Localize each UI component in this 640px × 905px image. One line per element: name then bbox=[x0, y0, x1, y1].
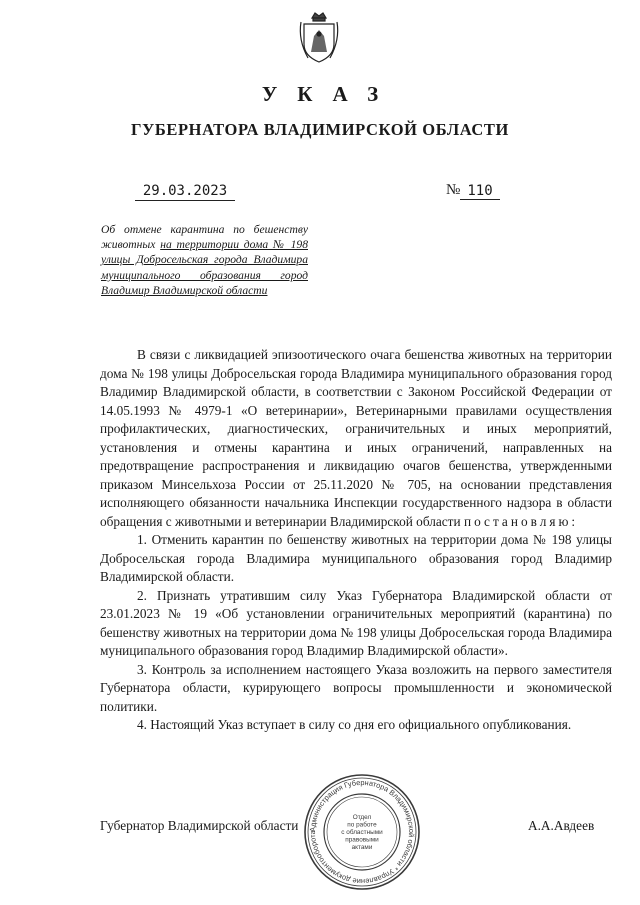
coat-of-arms-emblem bbox=[296, 10, 342, 66]
decree-date: 29.03.2023 bbox=[135, 183, 235, 201]
number-sign: № bbox=[446, 182, 461, 198]
document-subtitle: ГУБЕРНАТОРА ВЛАДИМИРСКОЙ ОБЛАСТИ bbox=[131, 120, 509, 139]
official-stamp bbox=[302, 772, 422, 892]
signatory-name: А.А.Авдеев bbox=[528, 818, 595, 833]
document-title: УКАЗ bbox=[261, 82, 399, 106]
decree-word: постановляю: bbox=[463, 513, 579, 529]
stamp-center-line: актами bbox=[351, 844, 373, 852]
preamble-paragraph bbox=[100, 346, 612, 531]
subject-line-1: Об отмене карантина по бешенству животных bbox=[101, 223, 308, 252]
stamp-center-line: по работе bbox=[347, 821, 377, 829]
subject-line-2: на территории дома № 198 улицы Добросельская города Владимира муниципального образования город Владимир Владимирской области bbox=[101, 238, 308, 297]
signatory-position: Губернатор Владимирской области bbox=[100, 818, 299, 833]
stamp-center-text bbox=[341, 814, 383, 851]
list-item: 4. Настоящий Указ вступает в силу со дня его официального опубликования. bbox=[137, 717, 572, 732]
stamp-center-line: правовыми bbox=[345, 836, 379, 844]
preamble-text: В связи с ликвидацией эпизоотического очага бешенства животных на территории дома № 198 улицы Добросельская города Владимира муниципального образования город Владимир Владимирской области, в соответствии с Законом Российской Федерации от 14.05.1993 № 4979-1 «О ветеринарии», Ветеринарными правилами осуществления профилактических, диагностических, ограничительных и иных мероприятий, установления и отмены карантина и иных ограничений, направленных на предотвращение распространения и ликвидацию очагов бешенства, утвержденными приказом Минсельхоза России от 25.11.2020 № 705, на основании представления исполняющего обязанности начальника Инспекции государственного надзора в области обращения с животными и ветеринарии Владимирской области bbox=[100, 347, 612, 529]
list-item: 1. Отменить карантин по бешенству животных на территории дома № 198 улицы Добросельская города Владимира муниципального образования город Владимир Владимирской области. bbox=[100, 532, 612, 584]
decree-body bbox=[100, 346, 612, 735]
stamp-ring-text: Администрация Губернатора Владимирской области * Управление документооборота bbox=[307, 777, 417, 887]
decree-number: 110 bbox=[460, 183, 500, 200]
decree-subject bbox=[101, 222, 308, 298]
list-item: 3. Контроль за исполнением настоящего Указа возложить на первого заместителя Губернатора области, курирующего вопросы промышленности и экономической политики. bbox=[100, 661, 612, 714]
stamp-center-line: с областными bbox=[341, 829, 383, 836]
list-item: 2. Признать утратившим силу Указ Губернатора Владимирской области от 23.01.2023 № 19 «Об установлении ограничительных мероприятий (карантина) по бешенству животных на территории дома № 198 улицы Добросельская города Владимира муниципального образования город Владимир Владимирской области». bbox=[100, 587, 612, 658]
stamp-center-line: Отдел bbox=[352, 813, 372, 821]
